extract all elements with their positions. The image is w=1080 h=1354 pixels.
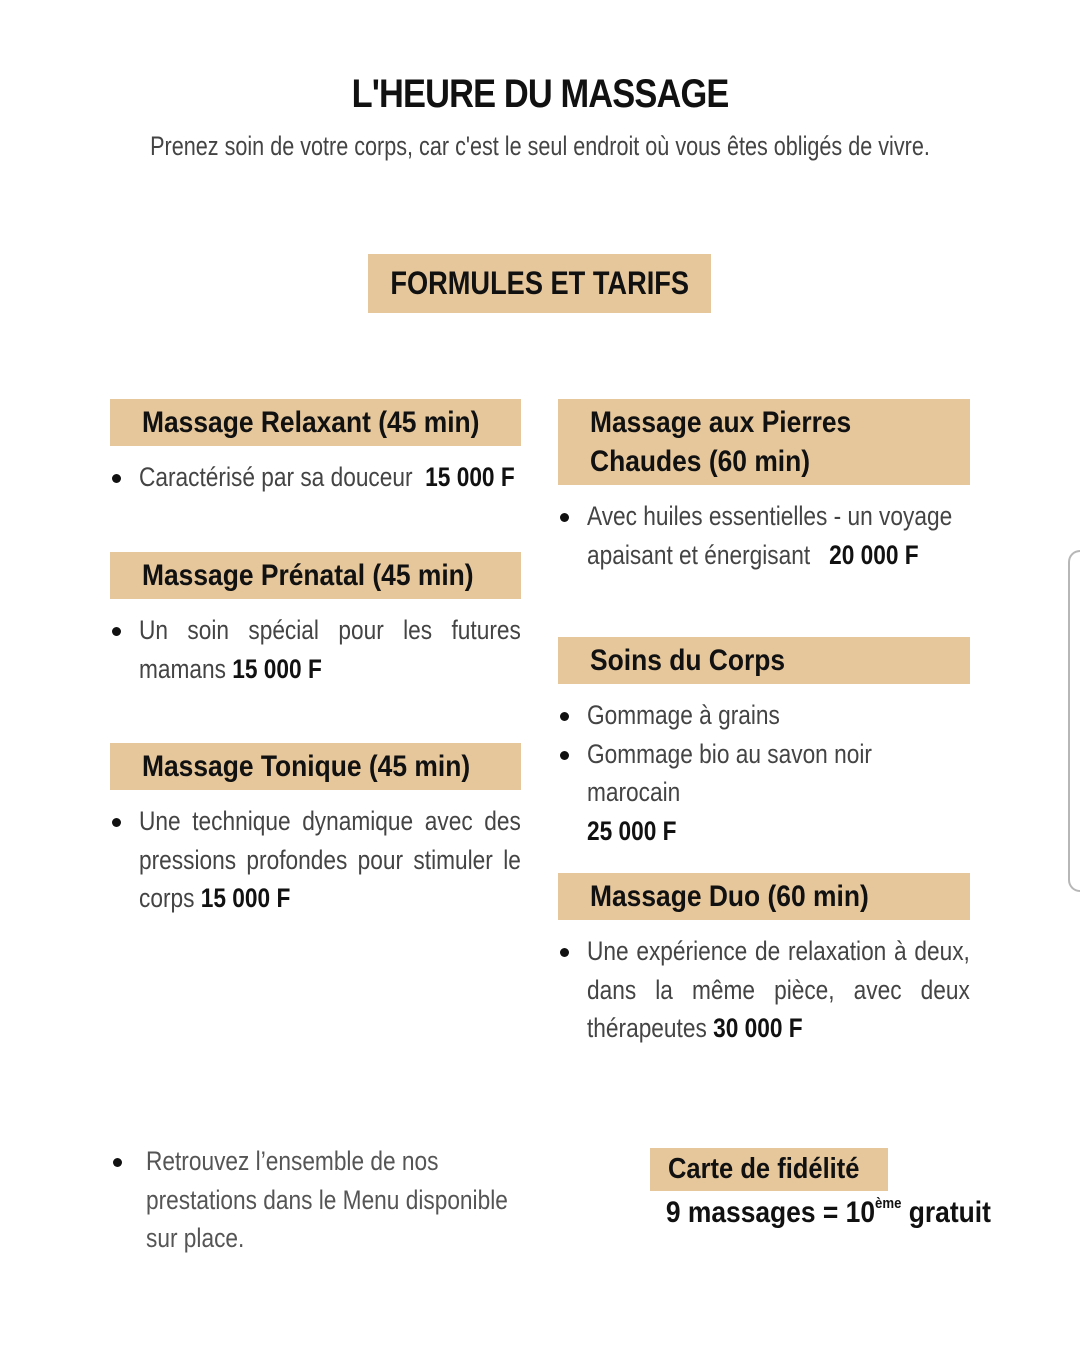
service-item [558, 696, 970, 735]
page-subtitle: Prenez soin de votre corps, car c'est le seul endroit où vous êtes obligés de vivre. [150, 131, 930, 161]
description-text: Un soin spécial pour les futures mamans [139, 615, 521, 684]
service-header [110, 399, 521, 446]
service-card-soins-du-corps [558, 637, 970, 850]
service-card-relaxant [110, 399, 521, 497]
service-description [110, 611, 521, 688]
service-name-line1: Massage aux Pierres [590, 406, 852, 439]
menu-note-text: Retrouvez l’ensemble de nos prestations dans le Menu disponible sur place. [146, 1146, 508, 1253]
service-header [110, 743, 521, 790]
service-name: Massage Tonique (45 min) [142, 750, 471, 783]
item-text: Gommage à grains [587, 700, 780, 730]
service-price: 15 000 F [232, 653, 322, 684]
service-description [110, 458, 521, 497]
service-price: 20 000 F [829, 539, 919, 570]
service-header [110, 552, 521, 599]
menu-note [110, 1142, 570, 1258]
service-description [558, 497, 970, 574]
service-header [558, 399, 970, 485]
loyalty-header [650, 1148, 888, 1191]
service-card-prenatal [110, 552, 521, 688]
description-text: Une expérience de relaxation à deux, dans la même pièce, avec deux thérapeutes [587, 936, 970, 1043]
service-header [558, 873, 970, 920]
service-price-line [558, 812, 970, 851]
service-card-duo [558, 873, 970, 1048]
service-description [110, 802, 521, 918]
section-banner [368, 254, 711, 313]
service-item [558, 735, 970, 812]
edge-panel-handle[interactable] [1068, 550, 1080, 892]
service-name: Massage Prénatal (45 min) [142, 559, 474, 592]
service-name: Massage Relaxant (45 min) [142, 406, 480, 439]
loyalty-superscript: ème [875, 1195, 902, 1212]
service-card-pierres-chaudes [558, 399, 970, 574]
service-description [558, 932, 970, 1048]
loyalty-card [650, 1148, 1037, 1230]
description-text: Une technique dynamique avec des pressions profondes pour stimuler le corps [139, 806, 521, 913]
service-card-tonique [110, 743, 521, 918]
service-price: 30 000 F [713, 1013, 803, 1043]
service-price: 25 000 F [587, 815, 677, 846]
service-header [558, 637, 970, 684]
item-text: Gommage bio au savon noir marocain [587, 738, 872, 807]
loyalty-prefix: 9 massages = 10 [665, 1196, 876, 1229]
description-text: Avec huiles essentielles - un voyage apaisant et énergisant [587, 501, 953, 570]
service-name: Massage Duo (60 min) [590, 880, 869, 913]
page-title: L'HEURE DU MASSAGE [351, 72, 729, 116]
loyalty-offer [650, 1195, 991, 1230]
service-price: 15 000 F [425, 462, 515, 492]
section-title: FORMULES ET TARIFS [390, 265, 689, 301]
service-price: 15 000 F [200, 883, 291, 913]
menu-note-item [110, 1142, 570, 1258]
loyalty-suffix: gratuit [901, 1196, 991, 1229]
service-name: Soins du Corps [590, 644, 786, 677]
description-text: Caractérisé par sa douceur [139, 462, 413, 492]
loyalty-title: Carte de fidélité [668, 1153, 860, 1185]
service-name-line2: Chaudes (60 min) [590, 445, 811, 478]
